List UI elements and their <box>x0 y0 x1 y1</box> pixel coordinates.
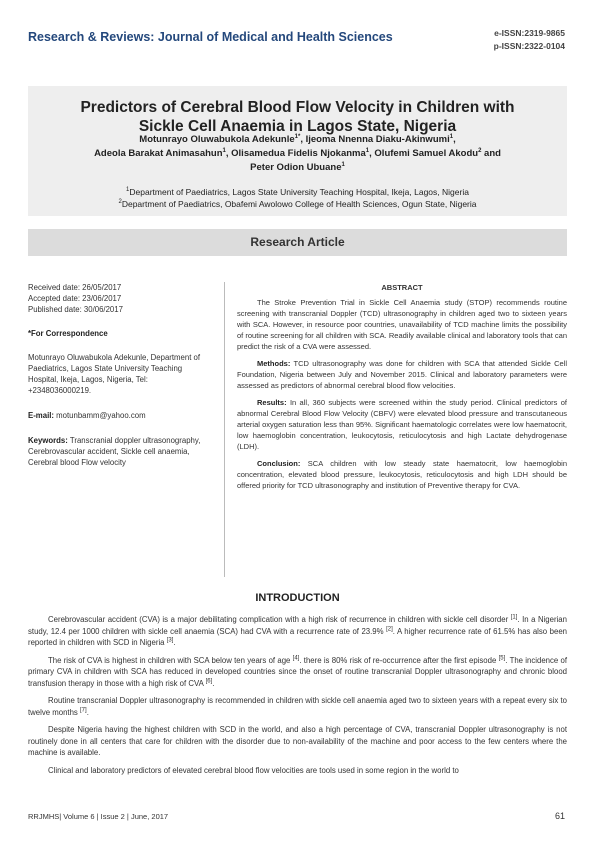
intro-paragraph <box>28 614 567 649</box>
introduction-heading: INTRODUCTION <box>255 592 340 604</box>
intro-text: . there is 80% risk of re-occurrence after the first episode <box>299 655 497 665</box>
results-text: In all, 360 subjects were screened within the study period. Clinical predictors of abnormal Cerebral Blood Flow Velocity (CBFV) were elevated blood pressure and transcutaneous arterial oxygen saturation less than 95%. Significant haematologic correlates were low haematocrit, low haemoglobin concentration, leukocytosis, reticulocytosis and high Lactate dehydrogenase (LDH). <box>237 398 567 451</box>
intro-text: . In a Nigerian study, 12.4 per 1000 children with sickle cell anaemia (SCA) had CVA with a recurrence rate of 23.9% <box>28 615 567 636</box>
author-sup: 1 <box>341 161 345 168</box>
column-divider <box>224 282 225 577</box>
published-date: Published date: 30/06/2017 <box>28 305 123 314</box>
keywords-label: Keywords: <box>28 436 68 445</box>
intro-text: . <box>212 678 215 688</box>
author: Peter Odion Ubuane <box>250 162 342 173</box>
email-link[interactable]: motunbamm@yahoo.com <box>56 411 146 420</box>
intro-text: . <box>86 707 89 717</box>
author-sup: 1* <box>294 133 301 140</box>
abstract-background: The Stroke Prevention Trial in Sickle Cell Anaemia study (STOP) recommends routine screening with transcranial Doppler (TCD) ultrasonography in children aged two to sixteen years with SCA. However, in resource poor countries, unavailability of TCD machine limits the possibility of routine screening for all children with SCA. Readily available clinical and laboratory tools that can predict the risk of a CVA were assessed. <box>237 298 567 351</box>
intro-paragraph <box>28 695 567 718</box>
intro-text: . <box>173 638 176 647</box>
citation-ref[interactable]: [1] <box>510 614 518 621</box>
affiliation-1 <box>48 186 547 198</box>
abstract-conclusion <box>237 458 567 491</box>
affiliation-2 <box>48 198 547 210</box>
affiliation-text: Department of Paediatrics, Lagos State University Teaching Hospital, Ikeja, Lagos, Nigeria <box>129 187 469 197</box>
footer-citation: RRJMHS| Volume 6 | Issue 2 | June, 2017 <box>28 812 169 821</box>
intro-text: The risk of CVA is highest in children with SCA below ten years of age <box>48 655 291 665</box>
citation-ref[interactable]: [4] <box>292 654 300 661</box>
abstract <box>237 282 567 497</box>
methods-label: Methods: <box>257 359 291 368</box>
citation-ref[interactable]: [3] <box>166 637 174 644</box>
author-sup: 2 <box>478 147 482 154</box>
issn-block <box>494 27 565 53</box>
affiliations <box>48 186 547 210</box>
page-number: 61 <box>554 811 565 821</box>
article-info-column <box>28 282 208 468</box>
email-label: E-mail: <box>28 411 54 420</box>
paper-title: Predictors of Cerebral Blood Flow Velocity in Children with Sickle Cell Anaemia in Lagos State, Nigeria <box>80 99 515 135</box>
correspondence-text: Motunrayo Oluwabukola Adekunle, Department of Paediatrics, Lagos State University Teaching Hospital, Ikeja, Lagos, Nigeria, Tel: +2348036000219. <box>28 353 201 395</box>
intro-paragraph: Despite Nigeria having the highest children with SCD in the world, and also a high percentage of CVA, transcranial Doppler ultrasonography is not routinely done in all centers that care for children with the disorder due to non-availability of the machine and poor access to the few centers where the machine is available. <box>28 725 567 757</box>
author-sup: 1 <box>449 133 454 140</box>
author: Motunrayo Oluwabukola Adekunle <box>139 134 295 145</box>
intro-text: . A higher recurrence rate of 61.5% has also been reported in children with SCD in Nigeria <box>28 626 567 647</box>
intro-text: Cerebrovascular accident (CVA) is a major debilitating complication with a high risk of recurrence in children with sickle cell disorder <box>48 615 509 624</box>
article-type-bar <box>28 229 567 256</box>
abstract-methods <box>237 358 567 391</box>
pissn: p-ISSN:2322-0104 <box>493 41 565 51</box>
eissn: e-ISSN:2319-9865 <box>494 28 565 38</box>
journal-name: Research & Reviews: Journal of Medical and Health Sciences <box>28 30 393 44</box>
intro-paragraph: Clinical and laboratory predictors of elevated cerebral blood flow velocities are tools used in some region in the world to <box>48 765 459 775</box>
results-label: Results: <box>257 398 287 407</box>
email-line <box>28 410 208 421</box>
citation-ref[interactable]: [2] <box>386 625 393 632</box>
correspondence-heading: *For Correspondence <box>28 329 108 338</box>
methods-text: TCD ultrasonography was done for children with SCA that attended Sickle Cell Foundation, Nigeria between July and November 2015. Clinical and laboratory parameters were assessed as predictors of abnormal cerebral blood flow velocities. <box>237 359 567 390</box>
author-sup: 1 <box>222 147 226 154</box>
affiliation-sup: 1 <box>126 187 130 194</box>
received-date: Received date: 26/05/2017 <box>28 283 122 292</box>
introduction-body <box>28 614 567 782</box>
author: Olufemi Samuel Akodu <box>374 148 479 159</box>
conclusion-text: SCA children with low steady state haematocrit, low haemoglobin concentration, elevated blood pressure, leukocytosis, reticulocytosis and high LDH should be offered priority for TCD ultrasonography and institution of Preventive therapy for CVA. <box>237 459 567 490</box>
citation-ref[interactable]: [5] <box>498 654 506 661</box>
conclusion-label: Conclusion: <box>257 459 301 468</box>
keywords-text: Transcranial doppler ultrasonography, Cerebrovascular accident, Sickle cell anaemia, Cerebral blood Flow velocity <box>28 436 201 467</box>
title-box <box>28 86 567 216</box>
keywords <box>28 435 208 468</box>
affiliation-text: Department of Paediatrics, Obafemi Awolowo College of Health Sciences, Ogun State, Nigeria <box>121 199 477 209</box>
intro-text: . The incidence of primary CVA in children with SCA has reduced in developed countries since the onset of routine transcranial Doppler ultrasonography and chronic blood transfusion therapy in those with a high risk of CVA <box>28 655 568 688</box>
intro-paragraph <box>28 655 567 690</box>
affiliation-sup: 2 <box>118 199 122 206</box>
author: Olisamedua Fidelis Njokanma <box>231 148 366 159</box>
citation-ref[interactable]: [6] <box>205 677 213 684</box>
citation-ref[interactable]: [7] <box>80 706 87 713</box>
abstract-heading: ABSTRACT <box>381 283 423 292</box>
article-type: Research Article <box>250 235 345 249</box>
accepted-date: Accepted date: 23/06/2017 <box>28 294 122 303</box>
intro-text: Routine transcranial Doppler ultrasonography is recommended in children with sickle cell anaemia aged two to sixteen years with a repeat every six to twelve months <box>28 696 567 717</box>
author: Ijeoma Nnenna Diaku-Akinwumi <box>305 134 450 145</box>
author-list: Motunrayo Oluwabukola Adekunle$^{1*}$, Ijeoma Nnenna Diaku-Akinwumi$^1$, Adeola Barakat Animasahun$^1$, Olisamedua Fidelis Njokanma$^1$, Olufemi Samuel Akodu$^2$ and Peter Odion Ubuane$^1$ <box>94 133 501 173</box>
author: Adeola Barakat Animasahun <box>94 148 223 159</box>
author-sup: 1 <box>365 147 370 154</box>
abstract-results <box>237 397 567 452</box>
